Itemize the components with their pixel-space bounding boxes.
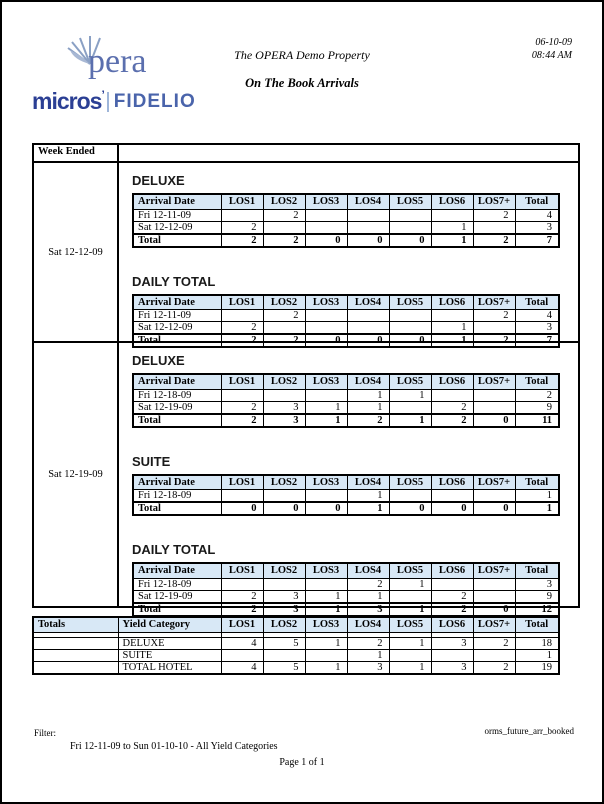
los-header: Total <box>515 374 559 389</box>
total-value: 1 <box>389 414 431 427</box>
cell-value <box>263 322 305 335</box>
total-value: 2 <box>263 334 305 347</box>
cell-value: 1 <box>389 661 431 674</box>
los-header: LOS1 <box>221 475 263 490</box>
arrivals-table-suite-2 <box>132 474 560 517</box>
total-value: 2 <box>221 414 263 427</box>
table-total-row <box>133 502 559 515</box>
report-code: orms_future_arr_booked <box>484 726 574 736</box>
table-row <box>133 221 559 234</box>
cell-value: 2 <box>221 221 263 234</box>
total-value: 1 <box>305 603 347 616</box>
total-value: 2 <box>473 334 515 347</box>
cell-value <box>431 389 473 401</box>
cell-value: 2 <box>473 310 515 322</box>
block-daily-total-2 <box>132 542 578 617</box>
week-section-2 <box>34 341 578 615</box>
total-value: 0 <box>389 502 431 515</box>
total-label: Total <box>133 334 221 347</box>
filter-value: Fri 12-11-09 to Sun 01-10-10 - All Yield Categories <box>70 741 278 752</box>
table-header-row <box>133 374 559 389</box>
week-section-1-content <box>119 163 578 346</box>
cell-value <box>221 490 263 503</box>
cell-value <box>473 221 515 234</box>
cell-value: 2 <box>431 401 473 414</box>
arrival-date-header: Arrival Date <box>133 295 221 310</box>
los-header: LOS7+ <box>473 617 515 632</box>
los-header: LOS4 <box>347 563 389 578</box>
property-name: The OPERA Demo Property <box>234 48 370 62</box>
cell-value: 3 <box>515 578 559 590</box>
cell-value <box>263 649 305 661</box>
los-header: LOS6 <box>431 374 473 389</box>
total-value: 3 <box>263 603 305 616</box>
cell-value: 3 <box>347 661 389 674</box>
cell-value: 1 <box>431 221 473 234</box>
cell-value: 2 <box>515 389 559 401</box>
total-value: 0 <box>263 502 305 515</box>
block-title: DELUXE <box>132 353 185 368</box>
cell-value: 1 <box>305 590 347 603</box>
los-header: LOS3 <box>305 475 347 490</box>
week-ended-grid <box>32 143 580 615</box>
arrivals-table-deluxe-1 <box>132 193 560 248</box>
total-label: Total <box>133 502 221 515</box>
week-ended-header-spacer <box>119 145 578 161</box>
los-header: LOS4 <box>347 617 389 632</box>
cell-value: 2 <box>221 401 263 414</box>
los-header: LOS3 <box>305 617 347 632</box>
block-deluxe-2 <box>132 353 578 428</box>
los-header: LOS1 <box>221 374 263 389</box>
totals-row <box>33 649 559 661</box>
total-value: 0 <box>305 234 347 247</box>
los-header: LOS7+ <box>473 374 515 389</box>
arrival-date-header: Arrival Date <box>133 374 221 389</box>
cell-value <box>473 578 515 590</box>
opera-logo-text: pera <box>88 43 147 80</box>
total-value: 0 <box>389 334 431 347</box>
table-row <box>133 322 559 335</box>
yield-category: TOTAL HOTEL <box>118 661 221 674</box>
los-header: LOS1 <box>221 563 263 578</box>
total-value: 0 <box>473 502 515 515</box>
totals-label: Totals <box>33 617 118 632</box>
table-row <box>133 590 559 603</box>
cell-value: 4 <box>221 637 263 649</box>
cell-value <box>221 310 263 322</box>
block-deluxe-1 <box>132 173 578 248</box>
cell-value: 18 <box>515 637 559 649</box>
cell-value: 4 <box>221 661 263 674</box>
block-title: DAILY TOTAL <box>132 273 216 289</box>
cell-value <box>347 310 389 322</box>
cell-value: 3 <box>515 322 559 335</box>
total-value: 2 <box>221 603 263 616</box>
empty-cell <box>33 661 118 674</box>
cell-value <box>347 322 389 335</box>
week-ended-header-row <box>34 145 578 163</box>
cell-value <box>263 490 305 503</box>
cell-value <box>389 221 431 234</box>
los-header: LOS2 <box>263 617 305 632</box>
cell-value <box>431 578 473 590</box>
table-header-row <box>133 295 559 310</box>
total-value: 2 <box>221 334 263 347</box>
row-date: Fri 12-11-09 <box>133 209 221 221</box>
cell-value <box>221 578 263 590</box>
cell-value: 5 <box>263 661 305 674</box>
total-label: Total <box>133 603 221 616</box>
cell-value: 3 <box>263 401 305 414</box>
total-value: 1 <box>431 234 473 247</box>
cell-value: 3 <box>263 590 305 603</box>
cell-value: 19 <box>515 661 559 674</box>
cell-value <box>473 389 515 401</box>
cell-value: 1 <box>347 401 389 414</box>
total-value: 1 <box>431 334 473 347</box>
cell-value <box>221 389 263 401</box>
row-date: Sat 12-12-09 <box>133 221 221 234</box>
cell-value <box>431 310 473 322</box>
los-header: LOS7+ <box>473 563 515 578</box>
cell-value: 1 <box>515 649 559 661</box>
cell-value: 2 <box>473 637 515 649</box>
table-row <box>133 490 559 503</box>
total-value: 0 <box>473 603 515 616</box>
total-value: 2 <box>221 234 263 247</box>
cell-value <box>347 221 389 234</box>
cell-value: 1 <box>305 401 347 414</box>
cell-value: 9 <box>515 401 559 414</box>
arrival-date-header: Arrival Date <box>133 475 221 490</box>
cell-value <box>431 209 473 221</box>
totals-row <box>33 661 559 674</box>
micros-logo-text: micros$^ʼ$ <box>32 88 104 114</box>
cell-value: 2 <box>221 322 263 335</box>
cell-value: 2 <box>263 310 305 322</box>
table-total-row <box>133 414 559 427</box>
cell-value <box>389 649 431 661</box>
los-header: Total <box>515 617 559 632</box>
total-value: 2 <box>431 603 473 616</box>
arrivals-table-daily-total-1 <box>132 294 560 349</box>
total-value: 0 <box>221 502 263 515</box>
los-header: LOS2 <box>263 194 305 209</box>
cell-value: 1 <box>431 322 473 335</box>
cell-value <box>473 490 515 503</box>
cell-value: 1 <box>389 389 431 401</box>
los-header: LOS1 <box>221 617 263 632</box>
row-date: Sat 12-12-09 <box>133 322 221 335</box>
week-section-2-content <box>119 343 578 615</box>
cell-value <box>305 221 347 234</box>
cell-value: 1 <box>347 490 389 503</box>
table-total-row <box>133 603 559 616</box>
cell-value <box>305 578 347 590</box>
total-value: 0 <box>389 234 431 247</box>
total-value: 0 <box>305 334 347 347</box>
micros-fidelio-logo <box>32 88 196 115</box>
cell-value: 2 <box>473 661 515 674</box>
total-value: 0 <box>347 334 389 347</box>
los-header: LOS5 <box>389 617 431 632</box>
cell-value <box>305 389 347 401</box>
table-row <box>133 578 559 590</box>
los-header: Total <box>515 295 559 310</box>
los-header: LOS7+ <box>473 475 515 490</box>
row-date: Sat 12-19-09 <box>133 401 221 414</box>
total-value: 2 <box>263 234 305 247</box>
week-label-1: Sat 12-12-09 <box>34 163 119 341</box>
los-header: LOS5 <box>389 194 431 209</box>
arrivals-table-deluxe-2 <box>132 373 560 428</box>
cell-value: 2 <box>347 578 389 590</box>
cell-value <box>221 209 263 221</box>
total-value: 12 <box>515 603 559 616</box>
block-title: DELUXE <box>132 173 185 188</box>
total-value: 1 <box>305 414 347 427</box>
los-header: LOS3 <box>305 194 347 209</box>
los-header: LOS7+ <box>473 295 515 310</box>
week-label-2: Sat 12-19-09 <box>34 343 119 606</box>
total-value: 0 <box>431 502 473 515</box>
total-value: 0 <box>305 502 347 515</box>
cell-value <box>305 310 347 322</box>
cell-value <box>221 649 263 661</box>
arrivals-table-daily-total-2 <box>132 562 560 617</box>
los-header: LOS1 <box>221 194 263 209</box>
total-value: 2 <box>431 414 473 427</box>
cell-value: 1 <box>347 389 389 401</box>
report-title: On The Book Arrivals <box>245 76 359 90</box>
cell-value: 2 <box>221 590 263 603</box>
los-header: LOS6 <box>431 617 473 632</box>
los-header: LOS6 <box>431 194 473 209</box>
los-header: LOS5 <box>389 295 431 310</box>
cell-value <box>389 401 431 414</box>
yield-category: DELUXE <box>118 637 221 649</box>
total-value: 1 <box>389 603 431 616</box>
cell-value: 1 <box>389 637 431 649</box>
cell-value <box>305 322 347 335</box>
table-header-row <box>133 194 559 209</box>
cell-value: 2 <box>347 637 389 649</box>
total-value: 1 <box>515 502 559 515</box>
cell-value: 5 <box>263 637 305 649</box>
cell-value: 3 <box>431 661 473 674</box>
cell-value <box>473 401 515 414</box>
table-row <box>133 209 559 221</box>
cell-value <box>389 310 431 322</box>
row-date: Fri 12-18-09 <box>133 490 221 503</box>
cell-value <box>473 590 515 603</box>
cell-value: 1 <box>347 649 389 661</box>
los-header: LOS6 <box>431 475 473 490</box>
row-date: Fri 12-18-09 <box>133 578 221 590</box>
block-suite-2 <box>132 454 578 517</box>
cell-value: 3 <box>431 637 473 649</box>
cell-value <box>389 490 431 503</box>
totals-header-row <box>33 617 559 632</box>
table-row <box>133 310 559 322</box>
cell-value <box>305 649 347 661</box>
fidelio-logo-text: FIDELIO <box>113 90 196 112</box>
table-header-row <box>133 563 559 578</box>
cell-value: 2 <box>473 209 515 221</box>
row-date: Fri 12-18-09 <box>133 389 221 401</box>
week-ended-label: Week Ended <box>34 145 119 161</box>
cell-value: 1 <box>347 590 389 603</box>
report-datetime <box>532 36 572 62</box>
los-header: LOS6 <box>431 563 473 578</box>
los-header: LOS4 <box>347 374 389 389</box>
page-number: Page 1 of 1 <box>279 757 325 768</box>
los-header: Total <box>515 194 559 209</box>
cell-value <box>389 590 431 603</box>
los-header: Total <box>515 475 559 490</box>
cell-value <box>305 490 347 503</box>
cell-value: 2 <box>431 590 473 603</box>
yield-category-header: Yield Category <box>118 617 221 632</box>
cell-value: 4 <box>515 310 559 322</box>
block-title: DAILY TOTAL <box>132 542 216 557</box>
cell-value: 4 <box>515 209 559 221</box>
total-value: 11 <box>515 414 559 427</box>
cell-value: 1 <box>305 637 347 649</box>
report-time: 08:44 AM <box>531 50 572 61</box>
cell-value: 1 <box>389 578 431 590</box>
arrival-date-header: Arrival Date <box>133 194 221 209</box>
los-header: LOS4 <box>347 194 389 209</box>
total-value: 2 <box>473 234 515 247</box>
week-section-1 <box>34 163 578 346</box>
cell-value <box>347 209 389 221</box>
row-date: Fri 12-11-09 <box>133 310 221 322</box>
table-total-row <box>133 234 559 247</box>
total-value: 1 <box>347 502 389 515</box>
cell-value: 9 <box>515 590 559 603</box>
cell-value: 2 <box>263 209 305 221</box>
empty-cell <box>33 637 118 649</box>
total-value: 3 <box>263 414 305 427</box>
total-value: 2 <box>347 414 389 427</box>
los-header: LOS5 <box>389 374 431 389</box>
cell-value <box>389 322 431 335</box>
cell-value: 1 <box>305 661 347 674</box>
table-row <box>133 389 559 401</box>
los-header: LOS2 <box>263 295 305 310</box>
los-header: Total <box>515 563 559 578</box>
total-value: 7 <box>515 234 559 247</box>
cell-value <box>263 578 305 590</box>
block-title: SUITE <box>132 453 171 469</box>
table-row <box>133 401 559 414</box>
los-header: LOS4 <box>347 475 389 490</box>
cell-value <box>389 209 431 221</box>
arrival-date-header: Arrival Date <box>133 563 221 578</box>
cell-value <box>305 209 347 221</box>
cell-value <box>263 389 305 401</box>
los-header: LOS2 <box>263 475 305 490</box>
logo-divider <box>107 92 109 112</box>
los-header: LOS6 <box>431 295 473 310</box>
los-header: LOS5 <box>389 563 431 578</box>
los-header: LOS7+ <box>473 194 515 209</box>
totals-table <box>32 616 560 675</box>
empty-cell <box>33 649 118 661</box>
cell-value <box>473 649 515 661</box>
cell-value: 3 <box>515 221 559 234</box>
total-value: 0 <box>473 414 515 427</box>
totals-row <box>33 637 559 649</box>
cell-value <box>263 221 305 234</box>
los-header: LOS3 <box>305 374 347 389</box>
cell-value <box>473 322 515 335</box>
total-label: Total <box>133 234 221 247</box>
total-value: 7 <box>515 334 559 347</box>
cell-value: 1 <box>515 490 559 503</box>
los-header: LOS3 <box>305 563 347 578</box>
total-label: Total <box>133 414 221 427</box>
los-header: LOS2 <box>263 563 305 578</box>
los-header: LOS1 <box>221 295 263 310</box>
cell-value <box>431 490 473 503</box>
block-daily-total-1 <box>132 274 578 349</box>
los-header: LOS5 <box>389 475 431 490</box>
los-header: LOS4 <box>347 295 389 310</box>
los-header: LOS3 <box>305 295 347 310</box>
filter-label: Filter: <box>34 728 56 738</box>
report-date: 06-10-09 <box>535 37 572 48</box>
total-value: 0 <box>347 234 389 247</box>
los-header: LOS2 <box>263 374 305 389</box>
table-header-row <box>133 475 559 490</box>
total-value: 3 <box>347 603 389 616</box>
row-date: Sat 12-19-09 <box>133 590 221 603</box>
cell-value <box>431 649 473 661</box>
yield-category: SUITE <box>118 649 221 661</box>
